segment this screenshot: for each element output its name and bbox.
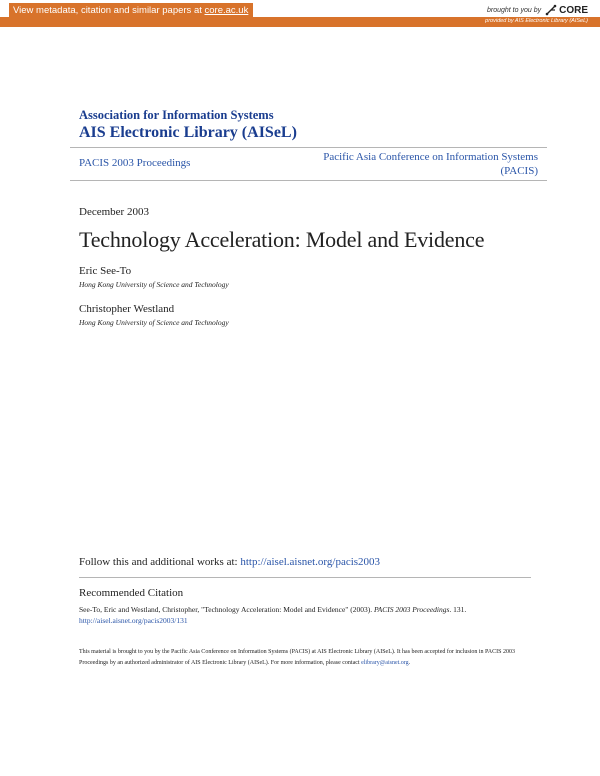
- library-name[interactable]: AIS Electronic Library (AISeL): [79, 124, 297, 141]
- core-brought-by-text: brought to you by: [487, 6, 542, 14]
- library-notice: [79, 647, 534, 669]
- author-affiliation: Hong Kong University of Science and Technology: [79, 280, 229, 289]
- citation-url-link[interactable]: http://aisel.aisnet.org/pacis2003/131: [79, 616, 188, 625]
- core-logo-text: CORE: [559, 4, 588, 16]
- header-bottom-rule: [70, 180, 547, 181]
- notice-text: This material is brought to you by the Pacific Asia Conference on Information Systems (PACIS) at AIS Electronic Library (AISeL). It has been accepted for inclusion in PACIS 2003 Proceedings by an authorized administrator of AIS Electronic Library (AISeL). For more information, please contact: [79, 649, 515, 666]
- citation-number: . 131.: [449, 605, 467, 614]
- paper-title: Technology Acceleration: Model and Evidence: [79, 227, 485, 252]
- core-link-text: View metadata, citation and similar papers at: [13, 5, 202, 16]
- core-banner: [0, 0, 600, 27]
- follow-label: Follow this and additional works at:: [79, 556, 238, 568]
- contact-email-link[interactable]: elibrary@aisnet.org: [361, 660, 409, 666]
- follow-url-link[interactable]: http://aisel.aisnet.org/pacis2003: [240, 556, 381, 568]
- association-header: [79, 108, 297, 142]
- association-name[interactable]: Association for Information Systems: [79, 108, 274, 122]
- conference-name: Pacific Asia Conference on Information Systems: [323, 151, 538, 163]
- conference-link[interactable]: [298, 150, 538, 178]
- conference-acronym: (PACIS): [500, 165, 538, 177]
- core-link-domain[interactable]: core.ac.uk: [204, 5, 249, 16]
- core-logo-icon: [545, 4, 557, 16]
- core-logo[interactable]: [545, 4, 588, 16]
- citation-journal: PACIS 2003 Proceedings: [374, 605, 450, 614]
- author-name: Christopher Westland: [79, 303, 175, 315]
- citation-text: [79, 604, 534, 626]
- proceedings-link[interactable]: PACIS 2003 Proceedings: [79, 157, 191, 169]
- recommended-citation-heading: Recommended Citation: [79, 587, 184, 599]
- core-brought-by[interactable]: [487, 4, 588, 16]
- notice-end: .: [408, 660, 411, 666]
- citation-rule: [79, 577, 531, 578]
- header-top-rule: [70, 147, 547, 148]
- author-affiliation: Hong Kong University of Science and Technology: [79, 318, 229, 327]
- author-name: Eric See-To: [79, 265, 132, 277]
- publication-date: December 2003: [79, 206, 149, 218]
- core-provided-by: provided by AIS Electronic Library (AISeL): [485, 18, 588, 24]
- citation-authors-title: See-To, Eric and Westland, Christopher, "Technology Acceleration: Model and Evidence" (2003).: [79, 605, 373, 614]
- follow-line: [79, 556, 380, 568]
